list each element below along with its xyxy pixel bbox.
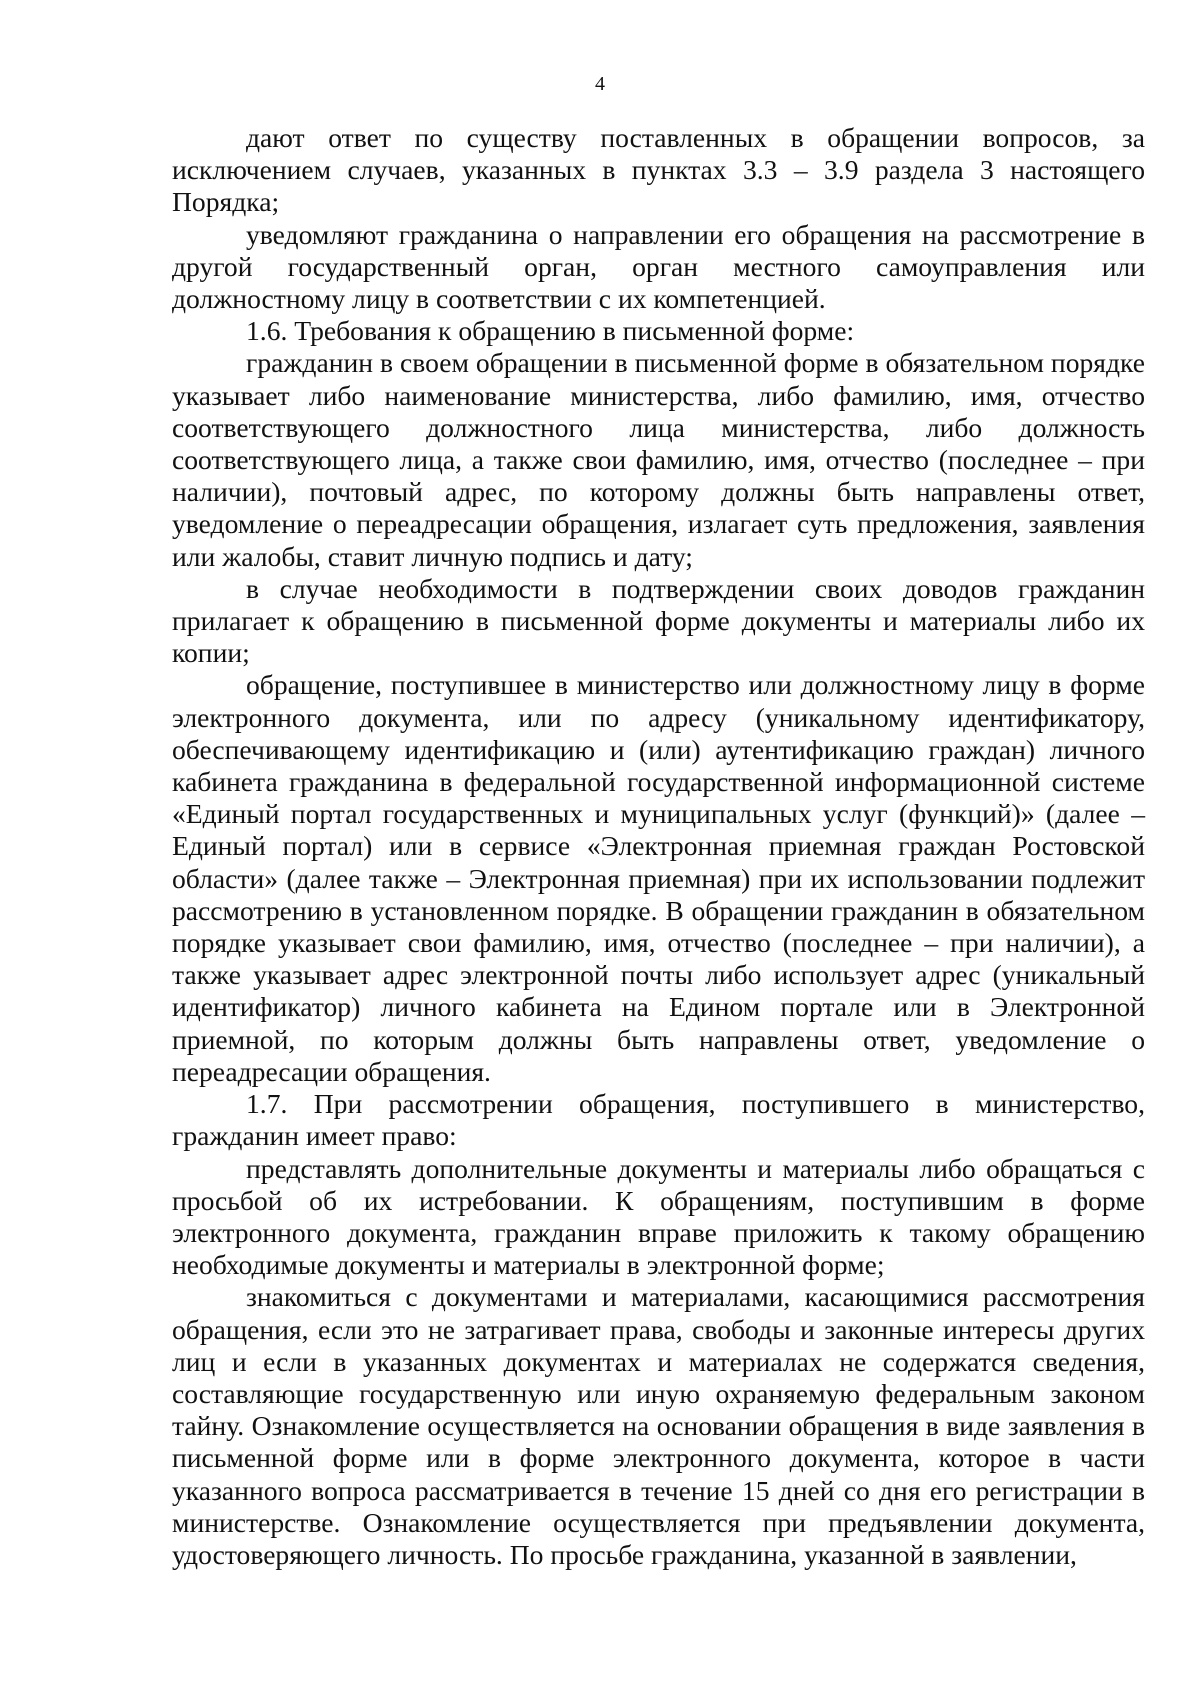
paragraph-written-requirements: гражданин в своем обращении в письменной форме в обязательном порядке указывает либо наименование министерства, либо фамилию, имя, отчество соответствующего должностного лица министерства, либо должность соответствующего лица, а также свои фамилию, имя, отчество (последнее – при наличии), почтовый адрес, по которому должны быть направлены ответ, уведомление о переадресации обращения, излагает суть предложения, заявления или жалобы, ставит личную подпись и дату; [172,347,1145,572]
section-heading-1-7: 1.7. При рассмотрении обращения, поступившего в министерство, гражданин имеет право: [172,1088,1145,1152]
paragraph-notify-redirect: уведомляют гражданина о направлении его обращения на рассмотрение в другой государственный орган, орган местного самоуправления или должностному лицу в соответствии с их компетенцией. [172,218,1145,315]
paragraph-familiarization: знакомиться с документами и материалами, касающимися рассмотрения обращения, если это не затрагивает права, свободы и законные интересы других лиц и если в указанных документах и материалах не содержатся сведения, составляющие государственную или иную охраняемую федеральным законом тайну. Ознакомление осуществляется на основании обращения в виде заявления в письменной форме или в форме электронного документа, которое в части указанного вопроса рассматривается в течение 15 дней со дня его регистрации в министерстве. Ознакомление осуществляется при предъявлении документа, удостоверяющего личность. По просьбе гражданина, указанной в заявлении, [172,1281,1145,1570]
section-heading-1-6: 1.6. Требования к обращению в письменной форме: [246,315,855,347]
paragraph-attach-documents: в случае необходимости в подтверждении своих доводов гражданин прилагает к обращению в письменной форме документы и материалы либо их копии; [172,572,1145,669]
page-number: 4 [595,73,605,95]
paragraph-electronic-appeal: обращение, поступившее в министерство или должностному лицу в форме электронного документа, или по адресу (уникальному идентификатору, обеспечивающему идентификацию и (или) аутентификацию граждан) личного кабинета гражданина в федеральной государственной информационной системе «Единый портал государственных и муниципальных услуг (функций)» (далее – Единый портал) или в сервисе «Электронная приемная граждан Ростовской области» (далее также – Электронная приемная) при их использовании подлежит рассмотрению в установленном порядке. В обращении гражданин в обязательном порядке указывает свои фамилию, имя, отчество (последнее – при наличии), а также указывает адрес электронной почты либо использует адрес (уникальный идентификатор) личного кабинета на Едином портале или в Электронной приемной, по которым должны быть направлены ответ, уведомление о переадресации обращения. [172,669,1145,1087]
paragraph-additional-documents: представлять дополнительные документы и материалы либо обращаться с просьбой об их истребовании. К обращениям, поступившим в форме электронного документа, гражданин вправе приложить к такому обращению необходимые документы и материалы в электронной форме; [172,1152,1145,1281]
paragraph-answer-on-merits: дают ответ по существу поставленных в обращении вопросов, за исключением случаев, указанных в пунктах 3.3 – 3.9 раздела 3 настоящего Порядка; [172,122,1145,218]
document-body [172,122,1145,1571]
